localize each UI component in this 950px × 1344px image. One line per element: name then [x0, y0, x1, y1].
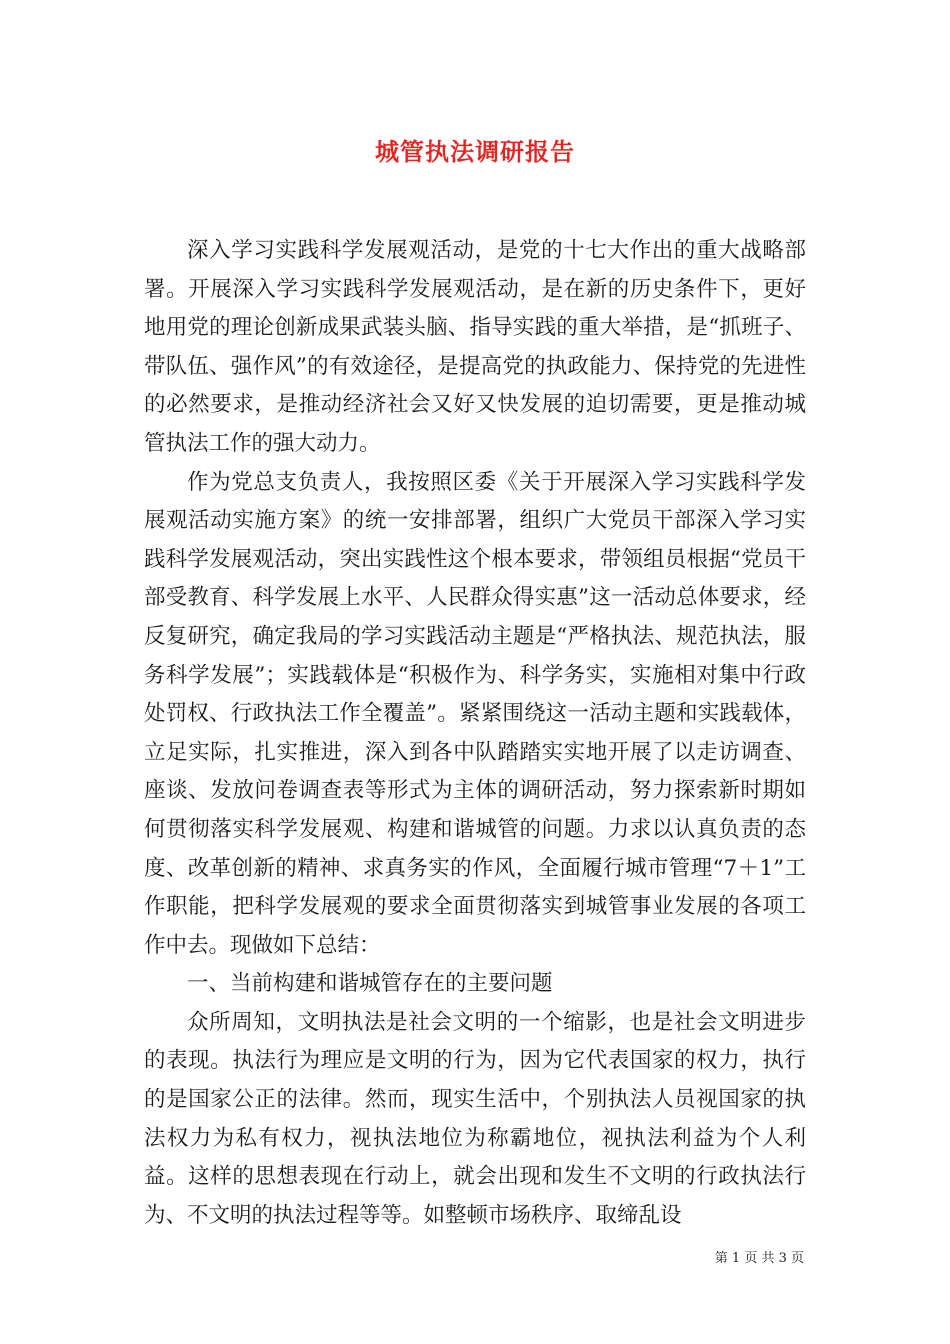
page-number: 第 1 页 共 3 页 [714, 1251, 804, 1266]
document-body [144, 232, 806, 1235]
paragraph-activity: 作为党总支负责人，我按照区委《关于开展深入学习实践科学发展观活动实施方案》的统一安排部署，组织广大党员干部深入学习实践科学发展观活动，突出实践性这个根本要求，带领组员根据“党员干部受教育、科学发展上水平、人民群众得实惠”这一活动总体要求，经反复研究，确定我局的学习实践活动主题是“严格执法、规范执法，服务科学发展”；实践载体是“积极作为、科学务实，实施相对集中行政处罚权、行政执法工作全覆盖”。紧紧围绕这一活动主题和实践载体，立足实际，扎实推进，深入到各中队踏踏实实地开展了以走访调查、座谈、发放问卷调查表等形式为主体的调研活动，努力探索新时期如何贯彻落实科学发展观、构建和谐城管的问题。力求以认真负责的态度、改革创新的精神、求真务实的作风，全面履行城市管理“7＋1”工作职能，把科学发展观的要求全面贯彻落实到城管事业发展的各项工作中去。现做如下总结： [144, 469, 806, 958]
section-heading-1: 一、当前构建和谐城管存在的主要问题 [187, 971, 553, 997]
paragraph-intro: 深入学习实践科学发展观活动，是党的十七大作出的重大战略部署。开展深入学习实践科学发展观活动，是在新的历史条件下，更好地用党的理论创新成果武装头脑、指导实践的重大举措，是“抓班子、带队伍、强作风”的有效途径，是提高党的执政能力、保持党的先进性的必然要求，是推动经济社会又好又快发展的迫切需要，更是推动城管执法工作的强大动力。 [144, 238, 806, 456]
document-title: 城管执法调研报告 [375, 137, 575, 166]
paragraph-civilized-enforcement: 众所周知，文明执法是社会文明的一个缩影，也是社会文明进步的表现。执法行为理应是文明的行为，因为它代表国家的权力，执行的是国家公正的法律。然而，现实生活中，个别执法人员视国家的执法权力为私有权力，视执法地位为称霸地位，视执法利益为个人利益。这样的思想表现在行动上，就会出现和发生不文明的行政执法行为、不文明的执法过程等等。如整顿市场秩序、取缔乱设 [144, 1009, 806, 1228]
